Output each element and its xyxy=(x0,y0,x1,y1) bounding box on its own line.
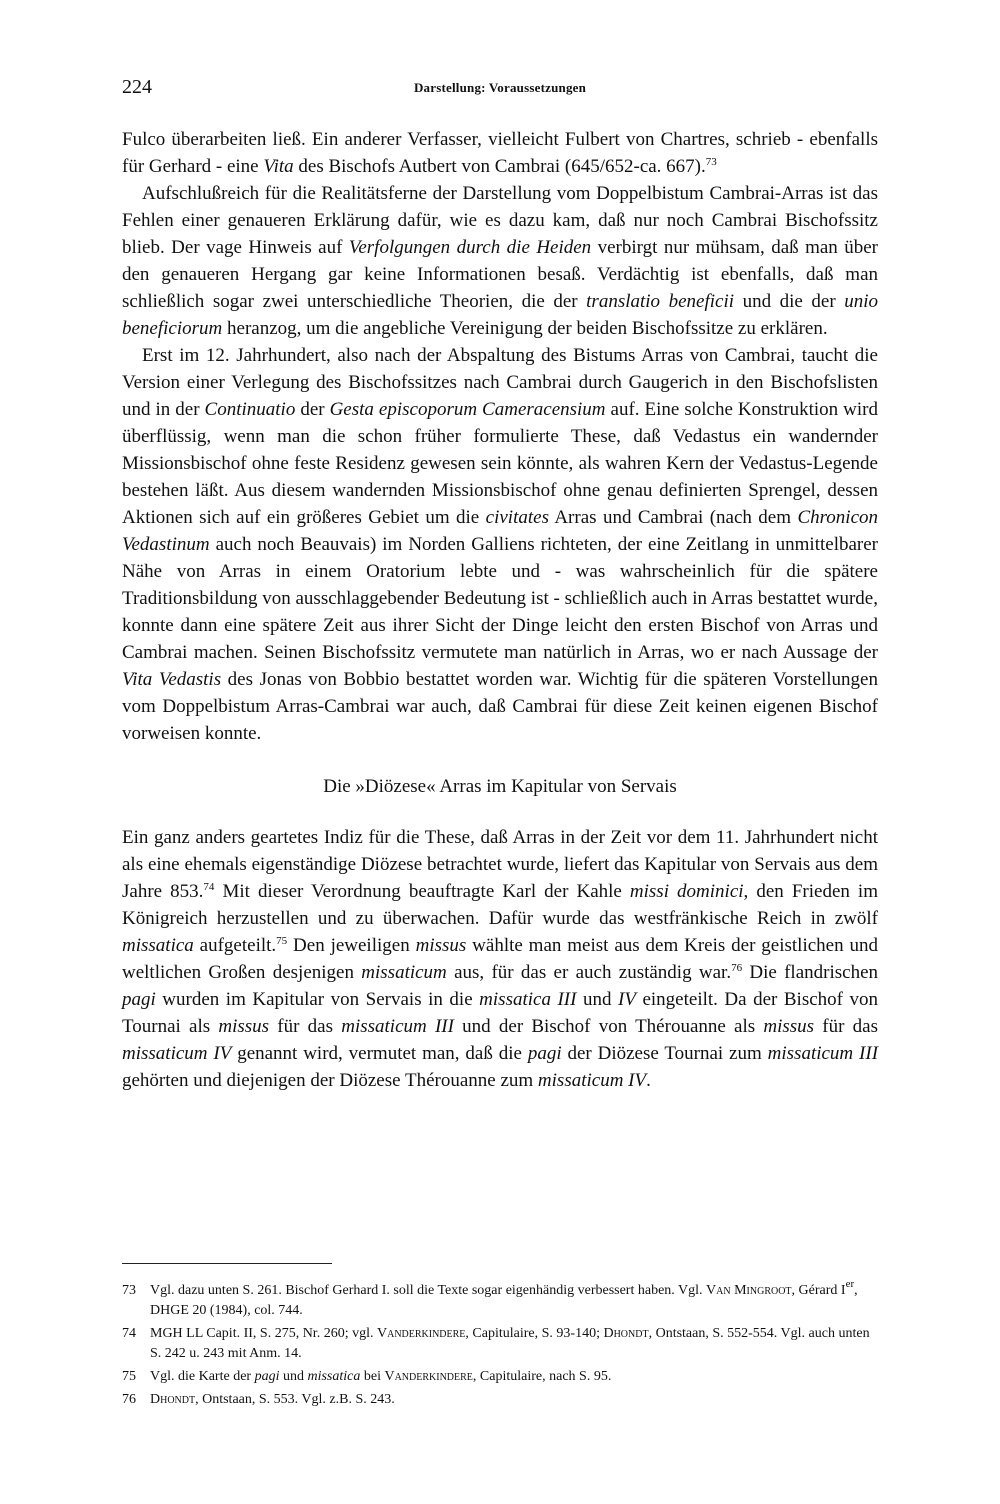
page-number: 224 xyxy=(122,76,152,98)
footnote-number: 74 xyxy=(122,1326,136,1341)
footnote-76 xyxy=(122,1390,878,1410)
footnote-75 xyxy=(122,1367,878,1387)
main-text xyxy=(122,126,878,1094)
paragraph-4: Ein ganz anders geartetes Indiz für die These, daß Arras in der Zeit vor dem 11. Jahrhundert nicht als eine ehemals eigenständige Diözese betrachtet wurde, liefert das Kapitular von Servais aus dem Jahre 853.74 Mit dieser Verordnung beauftragte Karl der Kahle missi dominici, den Frieden im Königreich herzustellen und zu überwachen. Dafür wurde das westfränkische Reich in zwölf missatica aufgeteilt.$^{75}$ Den jeweiligen missus wählte man meist aus dem Kreis der geistlichen und weltlichen Großen desjenigen missaticum aus, für das er auch zuständig war.$^{76}$ Die flandrischen pagi wurden im Kapitular von Servais in die missatica III und IV eingeteilt. Da der Bischof von Tournai als missus für das missaticum III und der Bischof von Thérouanne als missus für das missaticum IV genannt wird, vermutet man, daß die pagi der Diözese Tournai zum missaticum III gehörten und diejenigen der Diözese Thérouanne zum missaticum IV. xyxy=(122,827,879,1091)
paragraph-3: Erst im 12. Jahrhundert, also nach der Abspaltung des Bistums Arras von Cambrai, taucht die Version einer Verlegung des Bischofssitzes nach Cambrai durch Gaugerich in den Bischofslisten und in der Continuatio der Gesta episcoporum Cameracensium auf. Eine solche Konstruktion wird überflüssig, wenn man die schon früher formulierte These, daß Vedastus ein wandernder Missionsbischof ohne feste Residenz gewesen sein könnte, als wahren Kern der Vedastus-Legende bestehen läßt. Aus diesem wandernden Missionsbischof ohne genau definierten Sprengel, dessen Aktionen sich auf ein größeres Gebiet um die civitates Arras und Cambrai (nach dem Chronicon Vedastinum auch noch Beauvais) im Norden Galliens richteten, der eine Zeitlang in unmittelbarer Nähe von Arras in einem Oratorium lebte und - was wahrscheinlich für die spätere Traditionsbildung von ausschlaggebender Bedeutung ist - schließlich auch in Arras bestattet wurde, konnte dann eine spätere Zeit aus ihrer Sicht der Dinge leicht den ersten Bischof von Arras und Cambrai machen. Seinen Bischofssitz vermutete man natürlich in Arras, wo er nach Aussage der Vita Vedastis des Jonas von Bobbio bestattet worden war. Wichtig für die späteren Vorstellungen vom Doppelbistum Arras-Cambrai war auch, daß Cambrai für diese Zeit keinen eigenen Bischof vorweisen konnte. xyxy=(122,345,879,744)
footnote-number: 76 xyxy=(122,1392,136,1407)
footnote-separator xyxy=(122,1263,332,1264)
paragraph-2: Aufschlußreich für die Realitätsferne der Darstellung vom Doppelbistum Cambrai-Arras ist das Fehlen einer genaueren Erklärung dafür, wie es dazu kam, daß nur noch Cambrai Bischofssitz blieb. Der vage Hinweis auf Verfolgungen durch die Heiden verbirgt nur mühsam, daß man über den genaueren Hergang gar keine Informationen besaß. Verdächtig ist ebenfalls, daß man schließlich sogar zwei unterschiedliche Theorien, die der translatio beneficii und die der unio beneficiorum heranzog, um die angebliche Vereinigung der beiden Bischofssitze zu erklären. xyxy=(122,183,878,339)
footnote-number: 73 xyxy=(122,1283,136,1298)
running-head: Darstellung: Voraussetzungen xyxy=(413,80,587,95)
paragraph-1: Fulco überarbeiten ließ. Ein anderer Verfasser, vielleicht Fulbert von Chartres, schrieb - ebenfalls für Gerhard - eine Vita des Bischofs Autbert von Cambrai (645/652-ca. 667).$^{73}$ xyxy=(122,129,878,177)
footnote-73 xyxy=(122,1278,878,1321)
footnote-number: 75 xyxy=(122,1369,136,1384)
footnote-74 xyxy=(122,1324,878,1364)
footnote-text: Vgl. die Karte der pagi und missatica bei Vanderkindere, Capitulaire, nach S. 95. xyxy=(150,1369,612,1384)
page-header xyxy=(122,72,878,102)
footnotes xyxy=(122,1278,878,1413)
footnote-text: Vgl. dazu unten S. 261. Bischof Gerhard I. soll die Texte sogar eigenhändig verbessert haben. Vgl. Van Mingroot, Gérard Ier, DHGE 20 (1984), col. 744. xyxy=(150,1278,858,1318)
footnote-text: Dhondt, Ontstaan, S. 553. Vgl. z.B. S. 243. xyxy=(150,1392,395,1407)
section-heading: Die »Diözese« Arras im Kapitular von Servais xyxy=(323,776,677,797)
footnote-text: MGH LL Capit. II, S. 275, Nr. 260; vgl. Vanderkindere, Capitulaire, S. 93-140; Dhondt, Ontstaan, S. 552-554. Vgl. auch unten S. 242 u. 243 mit Anm. 14. xyxy=(150,1326,870,1361)
